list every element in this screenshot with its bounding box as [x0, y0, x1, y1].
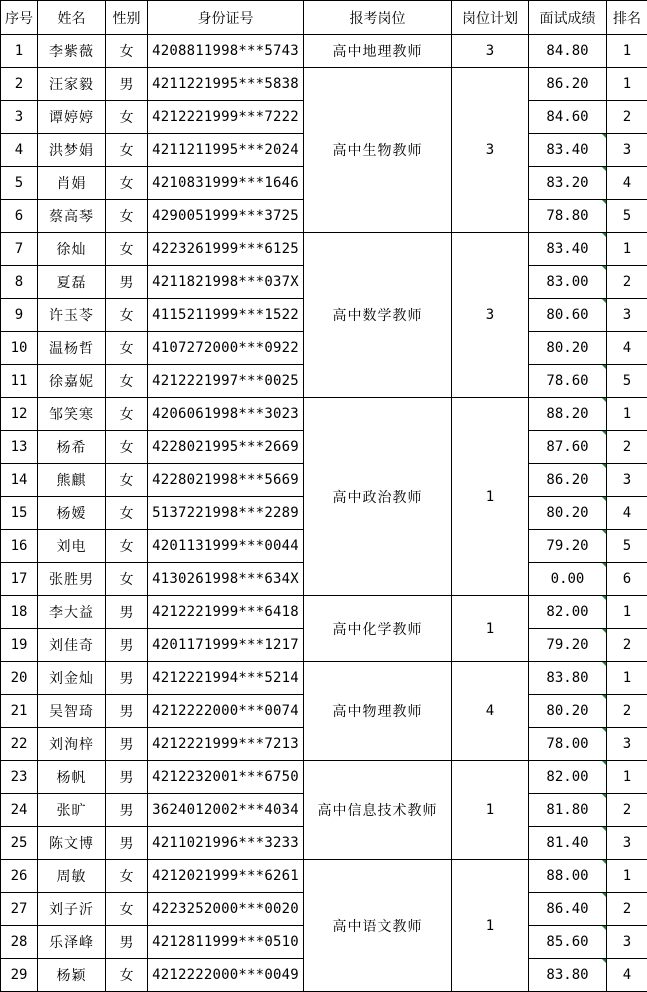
- cell-score: [529, 167, 607, 200]
- header-name: 姓名: [38, 1, 106, 35]
- cell-name: 徐灿: [38, 233, 106, 266]
- cell-seq: 3: [1, 101, 38, 134]
- cell-gender: 男: [106, 728, 148, 761]
- cell-name: 李大益: [38, 596, 106, 629]
- cell-rank: 1: [607, 68, 647, 101]
- cell-name: 杨颖: [38, 959, 106, 992]
- cell-id-number: 4212221997***0025: [148, 365, 304, 398]
- cell-score: [529, 266, 607, 299]
- cell-score-value: 80.60: [546, 307, 588, 323]
- cell-score: [529, 464, 607, 497]
- cell-score: [529, 299, 607, 332]
- header-id-number: 身份证号: [148, 1, 304, 35]
- cell-flag-marker: [601, 464, 607, 470]
- cell-seq: 10: [1, 332, 38, 365]
- table-row: [1, 662, 647, 695]
- cell-rank: 2: [607, 794, 647, 827]
- cell-gender: 女: [106, 200, 148, 233]
- cell-flag-marker: [601, 299, 607, 305]
- table-row: [1, 233, 647, 266]
- cell-score: [529, 431, 607, 464]
- cell-post: 高中地理教师: [304, 35, 452, 68]
- cell-gender: 女: [106, 431, 148, 464]
- cell-post: 高中信息技术教师: [304, 761, 452, 860]
- cell-flag-marker: [601, 728, 607, 734]
- cell-score-value: 84.80: [546, 43, 588, 59]
- cell-plan: 1: [452, 860, 529, 992]
- cell-score-value: 86.20: [546, 76, 588, 92]
- table-row: [1, 35, 647, 68]
- cell-plan: 1: [452, 398, 529, 596]
- cell-name: 汪家毅: [38, 68, 106, 101]
- cell-gender: 女: [106, 959, 148, 992]
- cell-flag-marker: [601, 365, 607, 371]
- cell-rank: 2: [607, 695, 647, 728]
- cell-score: [529, 233, 607, 266]
- cell-name: 张胜男: [38, 563, 106, 596]
- cell-rank: 1: [607, 233, 647, 266]
- cell-seq: 13: [1, 431, 38, 464]
- cell-rank: 4: [607, 959, 647, 992]
- cell-score: [529, 794, 607, 827]
- cell-score: [529, 827, 607, 860]
- cell-flag-marker: [601, 563, 607, 569]
- cell-name: 徐嘉妮: [38, 365, 106, 398]
- header-seq: 序号: [1, 1, 38, 35]
- cell-score-value: 88.20: [546, 406, 588, 422]
- cell-seq: 2: [1, 68, 38, 101]
- cell-score: [529, 893, 607, 926]
- cell-seq: 16: [1, 530, 38, 563]
- cell-flag-marker: [601, 167, 607, 173]
- cell-seq: 6: [1, 200, 38, 233]
- cell-rank: 6: [607, 563, 647, 596]
- cell-rank: 2: [607, 629, 647, 662]
- cell-score-value: 78.60: [546, 373, 588, 389]
- cell-flag-marker: [601, 959, 607, 965]
- cell-seq: 4: [1, 134, 38, 167]
- cell-id-number: 4212232001***6750: [148, 761, 304, 794]
- cell-score-value: 86.20: [546, 472, 588, 488]
- cell-rank: 2: [607, 101, 647, 134]
- cell-name: 杨帆: [38, 761, 106, 794]
- cell-flag-marker: [601, 596, 607, 602]
- cell-score-value: 84.60: [546, 109, 588, 125]
- cell-seq: 7: [1, 233, 38, 266]
- cell-name: 刘洵梓: [38, 728, 106, 761]
- cell-post: 高中生物教师: [304, 68, 452, 233]
- cell-flag-marker: [601, 530, 607, 536]
- cell-seq: 12: [1, 398, 38, 431]
- cell-id-number: 4212221999***6418: [148, 596, 304, 629]
- cell-gender: 女: [106, 365, 148, 398]
- cell-gender: 男: [106, 629, 148, 662]
- cell-gender: 女: [106, 497, 148, 530]
- cell-seq: 25: [1, 827, 38, 860]
- cell-score: [529, 629, 607, 662]
- cell-rank: 3: [607, 926, 647, 959]
- cell-id-number: 4212221994***5214: [148, 662, 304, 695]
- table-row: [1, 398, 647, 431]
- header-score: 面试成绩: [529, 1, 607, 35]
- cell-gender: 女: [106, 35, 148, 68]
- cell-seq: 23: [1, 761, 38, 794]
- cell-score: [529, 35, 607, 68]
- cell-seq: 20: [1, 662, 38, 695]
- cell-name: 温杨哲: [38, 332, 106, 365]
- cell-id-number: 4212021999***6261: [148, 860, 304, 893]
- cell-score: [529, 761, 607, 794]
- cell-post: 高中物理教师: [304, 662, 452, 761]
- cell-id-number: 3624012002***4034: [148, 794, 304, 827]
- cell-seq: 14: [1, 464, 38, 497]
- cell-plan: 1: [452, 761, 529, 860]
- cell-score: [529, 134, 607, 167]
- cell-name: 邹笑寒: [38, 398, 106, 431]
- cell-id-number: 5137221998***2289: [148, 497, 304, 530]
- cell-id-number: 4212222000***0049: [148, 959, 304, 992]
- cell-id-number: 4228021998***5669: [148, 464, 304, 497]
- cell-score-value: 86.40: [546, 901, 588, 917]
- cell-id-number: 4290051999***3725: [148, 200, 304, 233]
- cell-score-value: 80.20: [546, 505, 588, 521]
- cell-rank: 4: [607, 497, 647, 530]
- cell-rank: 2: [607, 266, 647, 299]
- cell-flag-marker: [601, 827, 607, 833]
- header-plan: 岗位计划: [452, 1, 529, 35]
- cell-gender: 女: [106, 167, 148, 200]
- cell-seq: 11: [1, 365, 38, 398]
- cell-gender: 女: [106, 134, 148, 167]
- cell-seq: 17: [1, 563, 38, 596]
- cell-score-value: 82.00: [546, 769, 588, 785]
- cell-seq: 24: [1, 794, 38, 827]
- cell-score: [529, 728, 607, 761]
- cell-id-number: 4212222000***0074: [148, 695, 304, 728]
- cell-gender: 男: [106, 926, 148, 959]
- cell-score: [529, 101, 607, 134]
- cell-plan: 3: [452, 233, 529, 398]
- cell-score: [529, 662, 607, 695]
- cell-rank: 1: [607, 662, 647, 695]
- cell-seq: 27: [1, 893, 38, 926]
- cell-seq: 1: [1, 35, 38, 68]
- cell-plan: 3: [452, 68, 529, 233]
- cell-flag-marker: [601, 893, 607, 899]
- cell-seq: 29: [1, 959, 38, 992]
- table-body: [1, 35, 647, 992]
- cell-name: 夏磊: [38, 266, 106, 299]
- cell-seq: 8: [1, 266, 38, 299]
- cell-score-value: 79.20: [546, 637, 588, 653]
- cell-score: [529, 959, 607, 992]
- cell-score-value: 83.40: [546, 142, 588, 158]
- cell-flag-marker: [601, 497, 607, 503]
- header-rank: 排名: [607, 1, 647, 35]
- cell-rank: 1: [607, 860, 647, 893]
- cell-name: 蔡高琴: [38, 200, 106, 233]
- cell-rank: 3: [607, 134, 647, 167]
- cell-id-number: 4130261998***634X: [148, 563, 304, 596]
- cell-gender: 男: [106, 266, 148, 299]
- cell-score-value: 83.80: [546, 670, 588, 686]
- cell-score-value: 0.00: [551, 571, 585, 587]
- cell-rank: 1: [607, 761, 647, 794]
- cell-name: 李紫薇: [38, 35, 106, 68]
- cell-name: 杨嫒: [38, 497, 106, 530]
- cell-score-value: 80.20: [546, 703, 588, 719]
- cell-flag-marker: [601, 860, 607, 866]
- cell-score: [529, 365, 607, 398]
- table-row: [1, 761, 647, 794]
- table-row: [1, 68, 647, 101]
- cell-name: 刘电: [38, 530, 106, 563]
- cell-rank: 1: [607, 398, 647, 431]
- cell-plan: 1: [452, 596, 529, 662]
- header-gender: 性别: [106, 1, 148, 35]
- table-row: [1, 596, 647, 629]
- cell-score: [529, 68, 607, 101]
- cell-seq: 28: [1, 926, 38, 959]
- cell-score-value: 83.80: [546, 967, 588, 983]
- cell-id-number: 4115211999***1522: [148, 299, 304, 332]
- cell-id-number: 4211211995***2024: [148, 134, 304, 167]
- cell-name: 陈文博: [38, 827, 106, 860]
- cell-flag-marker: [601, 794, 607, 800]
- cell-gender: 女: [106, 530, 148, 563]
- cell-score: [529, 200, 607, 233]
- cell-gender: 女: [106, 464, 148, 497]
- cell-score-value: 83.00: [546, 274, 588, 290]
- cell-gender: 男: [106, 596, 148, 629]
- cell-rank: 4: [607, 332, 647, 365]
- cell-name: 刘佳奇: [38, 629, 106, 662]
- header-post: 报考岗位: [304, 1, 452, 35]
- cell-id-number: 4107272000***0922: [148, 332, 304, 365]
- cell-id-number: 4201131999***0044: [148, 530, 304, 563]
- cell-seq: 15: [1, 497, 38, 530]
- cell-rank: 3: [607, 827, 647, 860]
- cell-post: 高中化学教师: [304, 596, 452, 662]
- cell-name: 肖娟: [38, 167, 106, 200]
- cell-seq: 5: [1, 167, 38, 200]
- cell-gender: 女: [106, 563, 148, 596]
- cell-flag-marker: [601, 233, 607, 239]
- cell-score: [529, 596, 607, 629]
- cell-id-number: 4208811998***5743: [148, 35, 304, 68]
- cell-name: 乐泽峰: [38, 926, 106, 959]
- header-row: [1, 1, 647, 35]
- cell-seq: 26: [1, 860, 38, 893]
- cell-id-number: 4201171999***1217: [148, 629, 304, 662]
- cell-seq: 22: [1, 728, 38, 761]
- cell-flag-marker: [601, 266, 607, 272]
- cell-rank: 1: [607, 596, 647, 629]
- cell-id-number: 4212221999***7222: [148, 101, 304, 134]
- cell-score: [529, 860, 607, 893]
- cell-plan: 4: [452, 662, 529, 761]
- table-row: [1, 860, 647, 893]
- cell-rank: 5: [607, 200, 647, 233]
- cell-flag-marker: [601, 662, 607, 668]
- cell-gender: 男: [106, 827, 148, 860]
- cell-flag-marker: [601, 431, 607, 437]
- cell-score: [529, 497, 607, 530]
- cell-rank: 2: [607, 893, 647, 926]
- cell-gender: 女: [106, 860, 148, 893]
- cell-score: [529, 332, 607, 365]
- cell-gender: 女: [106, 101, 148, 134]
- cell-name: 杨希: [38, 431, 106, 464]
- cell-score-value: 85.60: [546, 934, 588, 950]
- cell-rank: 3: [607, 299, 647, 332]
- cell-score: [529, 926, 607, 959]
- cell-score-value: 88.00: [546, 868, 588, 884]
- cell-score-value: 83.40: [546, 241, 588, 257]
- cell-flag-marker: [601, 200, 607, 206]
- cell-id-number: 4210831999***1646: [148, 167, 304, 200]
- cell-gender: 男: [106, 695, 148, 728]
- cell-id-number: 4228021995***2669: [148, 431, 304, 464]
- cell-score-value: 82.00: [546, 604, 588, 620]
- cell-rank: 3: [607, 728, 647, 761]
- cell-score-value: 81.80: [546, 802, 588, 818]
- cell-gender: 男: [106, 794, 148, 827]
- cell-rank: 1: [607, 35, 647, 68]
- cell-id-number: 4211021996***3233: [148, 827, 304, 860]
- cell-gender: 女: [106, 893, 148, 926]
- cell-flag-marker: [601, 695, 607, 701]
- cell-score-value: 87.60: [546, 439, 588, 455]
- cell-rank: 5: [607, 365, 647, 398]
- cell-rank: 3: [607, 464, 647, 497]
- cell-seq: 21: [1, 695, 38, 728]
- cell-seq: 18: [1, 596, 38, 629]
- cell-flag-marker: [601, 629, 607, 635]
- cell-gender: 女: [106, 299, 148, 332]
- cell-score-value: 79.20: [546, 538, 588, 554]
- cell-name: 熊麒: [38, 464, 106, 497]
- cell-score-value: 83.20: [546, 175, 588, 191]
- cell-post: 高中数学教师: [304, 233, 452, 398]
- cell-gender: 女: [106, 398, 148, 431]
- cell-name: 谭婷婷: [38, 101, 106, 134]
- cell-name: 许玉苓: [38, 299, 106, 332]
- cell-name: 刘金灿: [38, 662, 106, 695]
- cell-name: 刘子沂: [38, 893, 106, 926]
- cell-name: 洪梦娟: [38, 134, 106, 167]
- cell-gender: 男: [106, 68, 148, 101]
- cell-flag-marker: [601, 926, 607, 932]
- cell-plan: 3: [452, 35, 529, 68]
- cell-id-number: 4211821998***037X: [148, 266, 304, 299]
- cell-rank: 5: [607, 530, 647, 563]
- cell-score: [529, 563, 607, 596]
- cell-id-number: 4223252000***0020: [148, 893, 304, 926]
- cell-post: 高中语文教师: [304, 860, 452, 992]
- cell-flag-marker: [601, 761, 607, 767]
- cell-flag-marker: [601, 398, 607, 404]
- cell-post: 高中政治教师: [304, 398, 452, 596]
- cell-id-number: 4211221995***5838: [148, 68, 304, 101]
- cell-rank: 4: [607, 167, 647, 200]
- cell-score: [529, 695, 607, 728]
- cell-gender: 女: [106, 332, 148, 365]
- cell-score: [529, 530, 607, 563]
- cell-score-value: 80.20: [546, 340, 588, 356]
- cell-score-value: 78.80: [546, 208, 588, 224]
- cell-id-number: 4206061998***3023: [148, 398, 304, 431]
- cell-name: 张旷: [38, 794, 106, 827]
- cell-flag-marker: [601, 134, 607, 140]
- cell-name: 周敏: [38, 860, 106, 893]
- cell-seq: 19: [1, 629, 38, 662]
- cell-score-value: 81.40: [546, 835, 588, 851]
- cell-id-number: 4212221999***7213: [148, 728, 304, 761]
- cell-gender: 女: [106, 233, 148, 266]
- cell-gender: 男: [106, 662, 148, 695]
- cell-score-value: 78.00: [546, 736, 588, 752]
- cell-id-number: 4223261999***6125: [148, 233, 304, 266]
- cell-score: [529, 398, 607, 431]
- cell-gender: 男: [106, 761, 148, 794]
- cell-rank: 2: [607, 431, 647, 464]
- cell-name: 吴智琦: [38, 695, 106, 728]
- cell-seq: 9: [1, 299, 38, 332]
- cell-id-number: 4212811999***0510: [148, 926, 304, 959]
